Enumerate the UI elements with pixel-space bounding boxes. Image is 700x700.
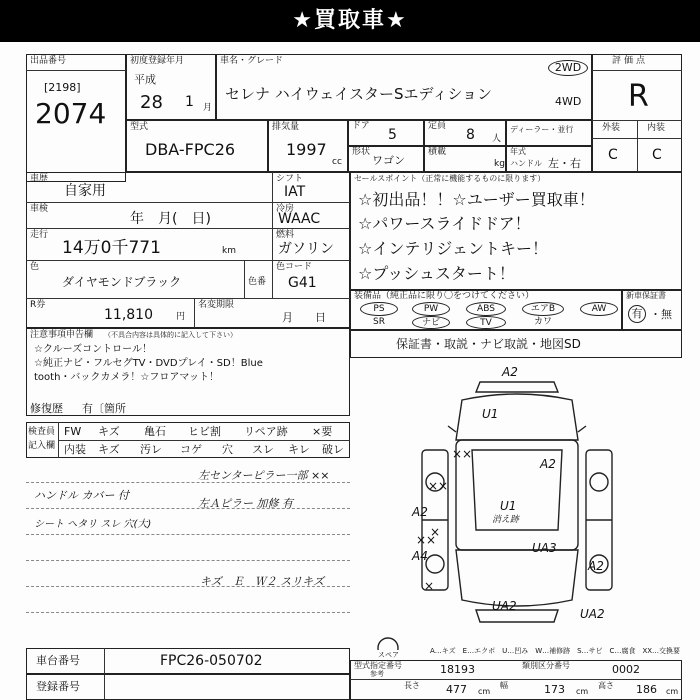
first-reg-month: 1 xyxy=(185,94,194,110)
spec-wid: 173 xyxy=(544,683,565,696)
shift-value: IAT xyxy=(284,184,306,200)
equip-ps: PS xyxy=(360,302,398,316)
mark-ua2-right: UA2 xyxy=(580,607,605,621)
lot-bracket: [2198] xyxy=(44,81,81,94)
drive-2wd: 2WD xyxy=(548,60,588,76)
color-label: 色 xyxy=(30,262,40,272)
spec-unit-3: cm xyxy=(666,687,679,696)
chassis-value: FPC26-050702 xyxy=(160,653,263,669)
mark-ua2-bottom: UA2 xyxy=(492,599,517,613)
equip-aw: AW xyxy=(580,302,618,316)
spec-type-label: 型式指定番号 xyxy=(354,661,402,670)
remark-4: シート ヘタリ スレ 穴(大) xyxy=(34,519,152,530)
color-code-label: 色コード xyxy=(276,262,313,272)
mileage-label: 走行 xyxy=(30,230,49,240)
car-type-value: 自家用 xyxy=(64,183,106,199)
mark-a2-left: A2 xyxy=(412,505,428,519)
insp-r2-0: 内装 xyxy=(64,443,86,456)
lot-number: 2074 xyxy=(35,97,107,130)
lot-label: 出品番号 xyxy=(30,56,67,66)
equip-tv: TV xyxy=(466,316,506,329)
model-label: 型式 xyxy=(130,122,149,132)
mileage-unit: km xyxy=(222,246,236,256)
spec-class-label: 類別区分番号 xyxy=(522,661,570,670)
notes-line-2: ☆純正ナビ・フルセグTV・DVDプレイ・SD！Blue xyxy=(34,358,263,369)
shape-label: 形状 xyxy=(352,147,371,157)
insp-r1-1: キズ xyxy=(98,425,120,438)
insp-r1-5: ×要 xyxy=(312,425,333,438)
equip-navi: ナビ xyxy=(412,316,450,329)
dealer-label: ディーラー・並行 xyxy=(510,125,574,134)
shape-value: ワゴン xyxy=(372,154,405,167)
doors-value: 5 xyxy=(388,127,397,143)
car-type-label: 車歴 xyxy=(30,174,49,184)
drive-4wd: 4WD xyxy=(555,95,582,108)
mark-xx-2: ×× xyxy=(416,533,437,547)
color-code: G41 xyxy=(288,275,317,291)
diagram-legend: A…キズ E…エクボ U…凹み W…補修跡 S…サビ C…腐食 XX…交換要 xyxy=(430,647,681,655)
remark-3: 左Ａピラー 加修 有 xyxy=(198,497,293,510)
spec-hei-label: 高さ xyxy=(598,681,614,690)
inspector-label: 検査員記入欄 xyxy=(28,427,56,451)
warranty-no: ・無 xyxy=(650,308,672,321)
inspection-value: 年 月( 日) xyxy=(130,211,211,227)
car-name-value: セレナ ハイウェイスターSエディション xyxy=(225,85,493,103)
handle-value: 左・右 xyxy=(548,157,581,170)
equipment-label: 装備品（純正品に限り〇をつけてください） xyxy=(354,291,535,301)
remark-1: 左センターピラー一部 ×× xyxy=(198,469,330,482)
insp-r2-4: 穴 xyxy=(222,443,233,456)
displacement-value: 1997 xyxy=(286,140,327,159)
mark-x-1: × xyxy=(424,579,435,593)
notes-line-3: tooth・バックカメラ！☆フロアマット！ xyxy=(34,372,219,383)
name-change-label: 名変期限 xyxy=(198,300,235,310)
first-reg-label: 初度登録年月 xyxy=(130,56,185,66)
model-value: DBA-FPC26 xyxy=(145,140,236,159)
notes-sub: （不具合内容は具体的に記入して下さい） xyxy=(104,331,237,339)
sales-point-3: ☆インテリジェントキー！ xyxy=(358,239,549,258)
mark-xx-3: ×× xyxy=(428,479,449,493)
grade-value: R xyxy=(628,79,649,114)
grade-ext: C xyxy=(608,147,618,163)
ac-label: 冷房 xyxy=(276,204,295,214)
banner: ★買取車★ xyxy=(0,0,700,42)
notes-label: 注意事項申告欄 xyxy=(30,330,94,340)
grade-label: 評価点 xyxy=(612,56,649,66)
displacement-label: 排気量 xyxy=(272,122,300,132)
first-reg-year: 28 xyxy=(140,92,163,113)
grade-int: C xyxy=(652,147,662,163)
car-diagram xyxy=(352,360,682,650)
equip-pw: PW xyxy=(412,302,450,316)
recycle-value: 11,810 xyxy=(104,307,153,323)
capacity-value: 8 xyxy=(466,127,475,143)
mark-x-2: × xyxy=(430,525,441,539)
grade-ext-label: 外装 xyxy=(602,123,621,133)
equip-leather: カワ xyxy=(533,317,552,327)
model-year-label: 年式 xyxy=(510,147,526,156)
spec-len-label: 長さ xyxy=(404,681,420,690)
chassis-label: 車台番号 xyxy=(36,654,80,667)
first-reg-month-unit: 月 xyxy=(203,103,213,113)
capacity-label: 定員 xyxy=(428,121,447,131)
inspection-label: 車検 xyxy=(30,204,49,214)
color-no-label: 色番 xyxy=(248,277,267,287)
mark-ua3: UA3 xyxy=(532,541,557,555)
load-unit: kg xyxy=(494,159,505,169)
displacement-unit: cc xyxy=(332,157,342,167)
spec-class: 0002 xyxy=(612,663,640,676)
fuel-label: 燃料 xyxy=(276,230,295,240)
doors-label: ドア xyxy=(352,121,370,131)
insp-r1-2: 亀石 xyxy=(144,425,166,438)
equip-abs: ABS xyxy=(466,302,506,316)
insp-r2-5: スレ xyxy=(252,443,274,456)
mileage-value: 14万0千771 xyxy=(62,238,161,258)
repair-value: 有〔箇所 xyxy=(82,402,126,415)
spec-len: 477 xyxy=(446,683,467,696)
auction-sheet xyxy=(0,42,700,700)
mark-xx-1: ×× xyxy=(452,447,473,461)
insp-r1-4: リペア跡 xyxy=(244,425,288,438)
reg-label: 登録番号 xyxy=(36,680,80,693)
repair-label: 修復歴 xyxy=(30,402,63,415)
mark-u1-front: U1 xyxy=(482,407,499,421)
insp-r2-3: コゲ xyxy=(180,443,202,456)
remark-2: ハンドル カバー 付 xyxy=(34,489,129,502)
insp-r1-3: ヒビ割 xyxy=(188,425,221,438)
spec-wid-label: 幅 xyxy=(500,681,508,690)
color-value: ダイヤモンドブラック xyxy=(62,275,182,289)
insp-r2-6: キレ xyxy=(288,443,310,456)
mark-a4: A4 xyxy=(412,549,428,563)
sales-point-2: ☆パワースライドドア！ xyxy=(358,214,531,233)
documents-value: 保証書・取説・ナビ取説・地図SD xyxy=(396,337,581,351)
name-change-value: 月 日 xyxy=(282,311,326,324)
capacity-unit: 人 xyxy=(492,134,502,144)
spec-ref-1: 参考 xyxy=(370,670,384,678)
sales-point-1: ☆初出品！！☆ユーザー買取車！ xyxy=(358,190,595,209)
spec-hei: 186 xyxy=(636,683,657,696)
insp-r2-7: 破レ xyxy=(322,443,344,456)
ac-value: WAAC xyxy=(278,211,321,227)
notes-line-1: ☆クルーズコントロール！ xyxy=(34,344,152,355)
load-label: 積載 xyxy=(428,147,447,157)
insp-r1-0: FW xyxy=(64,425,82,438)
first-reg-era: 平成 xyxy=(134,73,156,86)
car-name-label: 車名・グレード xyxy=(220,56,284,66)
sales-point-4: ☆プッシュスタート！ xyxy=(358,264,515,283)
warranty-label: 新車保証書 xyxy=(626,291,666,300)
shift-label: シフト xyxy=(276,174,304,184)
sales-points-label: セールスポイント（正常に機能するものに限ります） xyxy=(354,174,546,183)
spec-unit-1: cm xyxy=(478,687,491,696)
recycle-label: R券 xyxy=(30,300,46,310)
recycle-unit: 円 xyxy=(176,312,186,322)
spec-type: 18193 xyxy=(440,663,475,676)
spec-unit-2: cm xyxy=(576,687,589,696)
equip-airbag: エアB xyxy=(522,302,564,316)
handle-label: ハンドル xyxy=(510,159,542,168)
grade-int-label: 内装 xyxy=(647,123,666,133)
insp-r2-1: キズ xyxy=(98,443,120,456)
mark-roof-note: 消え跡 xyxy=(492,515,520,525)
mark-a2-right: A2 xyxy=(540,457,556,471)
spare-label: スペア xyxy=(378,651,399,659)
remark-5: キズ Ｅ Ｗ２ スリキズ xyxy=(200,575,325,588)
equip-sr: SR xyxy=(373,317,385,327)
insp-r2-2: 汚レ xyxy=(140,443,162,456)
fuel-value: ガソリン xyxy=(278,241,334,257)
mark-a2-top: A2 xyxy=(502,365,518,379)
warranty-yes: 有 xyxy=(628,305,646,323)
mark-a2-lower: A2 xyxy=(588,559,604,573)
mark-u1-roof: U1 xyxy=(500,499,517,513)
